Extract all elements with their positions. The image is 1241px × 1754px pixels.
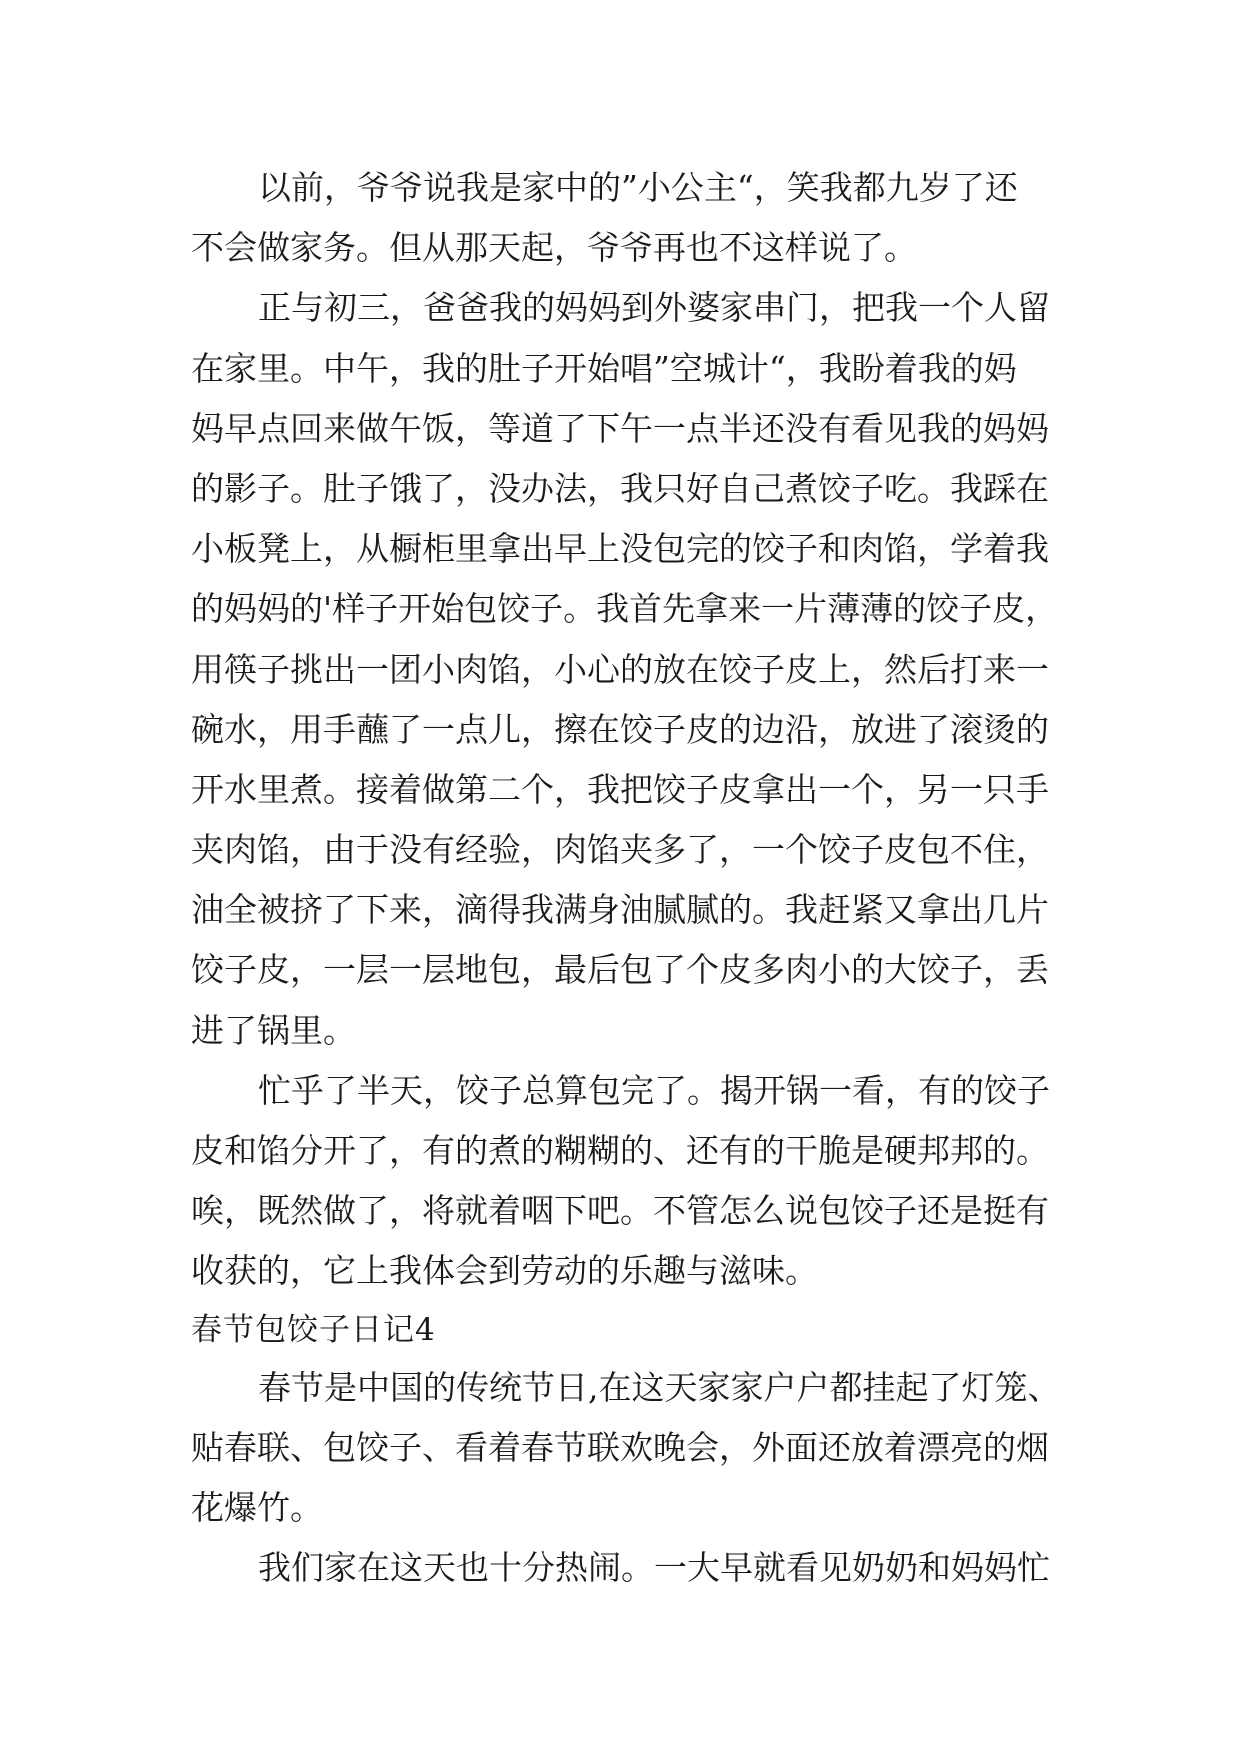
paragraph-1 xyxy=(191,158,1071,278)
paragraph-line: 的妈妈的'样子开始包饺子。我首先拿来一片薄薄的饺子皮， xyxy=(191,589,1059,629)
paragraph-line: 皮和馅分开了，有的煮的糊糊的、还有的干脆是硬邦邦的。 xyxy=(191,1131,1049,1170)
paragraph-line: 在家里。中午，我的肚子开始唱”空城计“，我盼着我的妈 xyxy=(191,348,1017,388)
section-heading: 春节包饺子日记4 xyxy=(191,1311,436,1348)
paragraph-4 xyxy=(191,1358,1071,1539)
paragraph-line: 用筷子挑出一团小肉馅，小心的放在饺子皮上，然后打来一 xyxy=(191,649,1049,689)
paragraph-line: 不会做家务。但从那天起，爷爷再也不这样说了。 xyxy=(191,228,917,268)
paragraph-line: 饺子皮，一层一层地包，最后包了个皮多肉小的大饺子，丢 xyxy=(191,950,1049,990)
paragraph-line: 花爆竹。 xyxy=(191,1487,323,1527)
paragraph-line: 我们家在这天也十分热闹。一大早就看见奶奶和妈妈忙 xyxy=(258,1548,1050,1588)
paragraph-line: 小板凳上，从橱柜里拿出早上没包完的饺子和肉馅，学着我 xyxy=(191,529,1049,569)
paragraph-5 xyxy=(191,1538,1071,1598)
paragraph-line: 夹肉馅，由于没有经验，肉馅夹多了，一个饺子皮包不住， xyxy=(191,830,1049,870)
document-body xyxy=(191,158,1071,1598)
paragraph-line: 开水里煮。接着做第二个，我把饺子皮拿出一个，另一只手 xyxy=(191,769,1049,809)
paragraph-line: 唉，既然做了，将就着咽下吧。不管怎么说包饺子还是挺有 xyxy=(191,1191,1049,1231)
paragraph-line: 碗水，用手蘸了一点儿，擦在饺子皮的边沿，放进了滚烫的 xyxy=(191,709,1049,749)
paragraph-line: 油全被挤了下来，滴得我满身油腻腻的。我赶紧又拿出几片 xyxy=(191,890,1049,930)
paragraph-line: 贴春联、包饺子、看着春节联欢晚会，外面还放着漂亮的烟 xyxy=(191,1427,1049,1467)
paragraph-3 xyxy=(191,1061,1071,1302)
paragraph-line: 收获的，它上我体会到劳动的乐趣与滋味。 xyxy=(191,1251,818,1291)
paragraph-line: 妈早点回来做午饭，等道了下午一点半还没有看见我的妈妈 xyxy=(191,408,1049,448)
paragraph-line: 忙乎了半天，饺子总算包完了。揭开锅一看，有的饺子 xyxy=(258,1070,1050,1110)
paragraph-line: 春节是中国的传统节日,在这天家家户户都挂起了灯笼、 xyxy=(258,1367,1061,1407)
paragraph-line: 正与初三，爸爸我的妈妈到外婆家串门，把我一个人留 xyxy=(258,288,1050,328)
paragraph-line: 的影子。肚子饿了，没办法，我只好自己煮饺子吃。我踩在 xyxy=(191,468,1049,508)
paragraph-line: 以前，爷爷说我是家中的”小公主“，笑我都九岁了还 xyxy=(258,168,1018,207)
paragraph-line: 进了锅里。 xyxy=(191,1010,356,1050)
paragraph-2 xyxy=(191,278,1071,1060)
